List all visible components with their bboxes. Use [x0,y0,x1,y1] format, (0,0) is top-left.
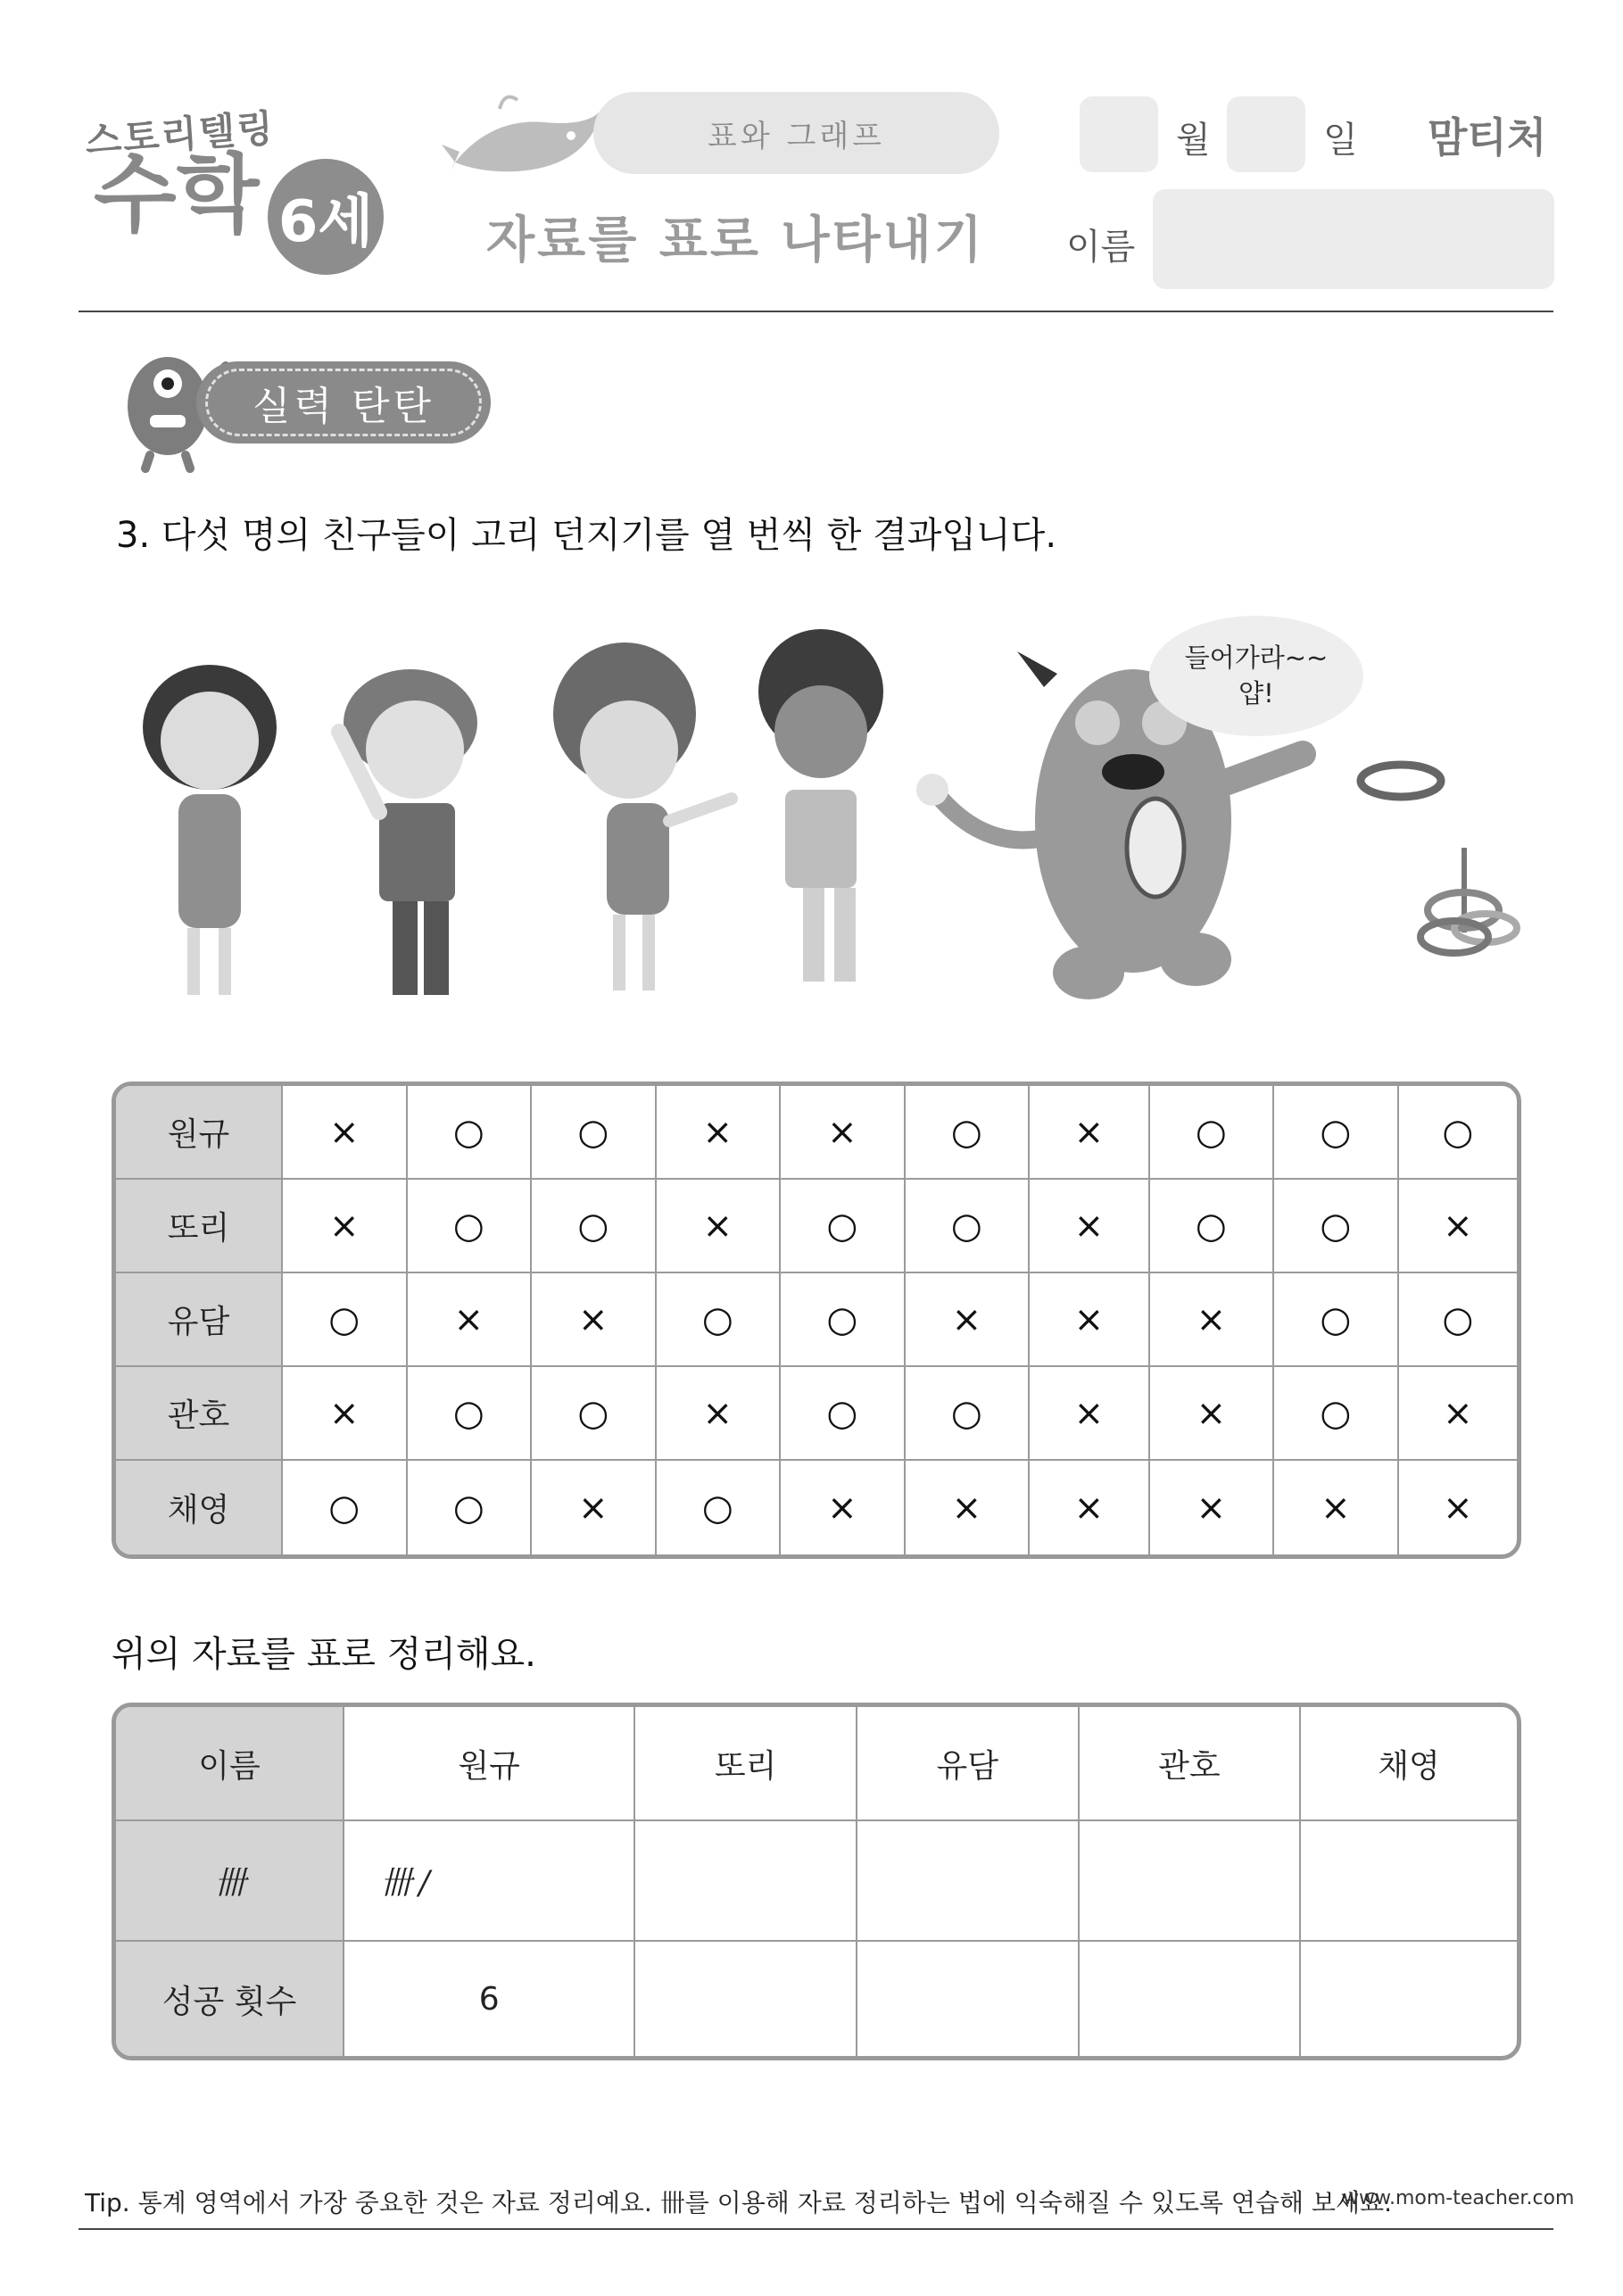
header-divider [79,311,1553,312]
result-mark: ○ [1274,1086,1399,1180]
result-mark: × [1030,1367,1150,1461]
summary-name-cell: 또리 [635,1707,857,1821]
result-mark: ○ [657,1273,782,1367]
result-mark: × [1150,1273,1275,1367]
result-mark: × [283,1180,408,1273]
result-mark: × [1150,1461,1275,1554]
tally-cell[interactable] [857,1821,1080,1942]
result-mark: ○ [906,1086,1031,1180]
result-mark: × [1030,1273,1150,1367]
result-mark: ○ [906,1180,1031,1273]
count-header: 성공 횟수 [116,1942,344,2056]
speech-bubble [1149,616,1363,736]
summary-name-cell: 원규 [344,1707,635,1821]
summary-count-row [116,1942,1517,2056]
narwhal-illustration [437,82,616,189]
result-mark: × [906,1273,1031,1367]
result-mark: ○ [408,1180,533,1273]
count-cell[interactable] [857,1942,1080,2056]
result-mark: ○ [532,1367,657,1461]
result-mark: × [781,1086,906,1180]
question-text: 3. 다섯 명의 친구들이 고리 던지기를 열 번씩 한 결과입니다. [116,515,1057,556]
footer-divider [79,2228,1553,2230]
result-mark: × [1399,1367,1517,1461]
result-mark: ○ [781,1273,906,1367]
results-row-name: 원규 [116,1086,283,1180]
summary-tally-row [116,1821,1517,1942]
results-table [112,1082,1521,1559]
result-mark: ○ [408,1086,533,1180]
result-mark: ○ [1399,1086,1517,1180]
result-mark: ○ [781,1180,906,1273]
result-mark: ○ [1274,1180,1399,1273]
tally-cell[interactable] [635,1821,857,1942]
boy-character [339,669,477,995]
results-row [116,1273,1517,1367]
result-mark: ○ [781,1367,906,1461]
result-mark: × [657,1086,782,1180]
results-row [116,1461,1517,1554]
name-label: 이름 [1066,227,1136,268]
results-row [116,1180,1517,1273]
result-mark: ○ [906,1367,1031,1461]
name-field[interactable] [1153,189,1554,289]
result-mark: × [532,1461,657,1554]
result-mark: ○ [1274,1367,1399,1461]
count-cell[interactable]: 6 [344,1942,635,2056]
month-field[interactable] [1080,96,1158,172]
flying-ring [1361,765,1441,797]
count-cell[interactable] [635,1942,857,2056]
result-mark: ○ [1399,1273,1517,1367]
tally-cell[interactable]: 卌 / [344,1821,635,1942]
result-mark: × [657,1367,782,1461]
logo-subtitle: 스토리텔링 [83,105,277,163]
results-row-name: 채영 [116,1461,283,1554]
speech-line-1: 들어가라~~ [1184,642,1329,674]
summary-name-cell: 유담 [857,1707,1080,1821]
ring-peg [1420,848,1517,953]
logo-title: 수학 [94,145,260,245]
brand-logo: 맘티처 [1428,113,1547,162]
result-mark: × [781,1461,906,1554]
result-mark: ○ [283,1273,408,1367]
result-mark: ○ [532,1086,657,1180]
results-row-name: 관호 [116,1367,283,1461]
summary-name-cell: 채영 [1301,1707,1517,1821]
result-mark: ○ [283,1461,408,1554]
result-mark: ○ [1150,1180,1275,1273]
summary-name-header: 이름 [116,1707,344,1821]
result-mark: × [906,1461,1031,1554]
instruction-text: 위의 자료를 표로 정리해요. [112,1634,536,1675]
results-row-name: 유담 [116,1273,283,1367]
result-mark: × [657,1180,782,1273]
result-mark: × [283,1367,408,1461]
section-badge-label: 실력 탄탄 [252,384,435,429]
result-mark: × [1030,1461,1150,1554]
result-mark: × [1150,1367,1275,1461]
results-row [116,1086,1517,1180]
section-badge [196,361,491,443]
page-subtitle: 자료를 표로 나타내기 [486,211,985,269]
result-mark: ○ [657,1461,782,1554]
results-row [116,1367,1517,1461]
count-cell[interactable] [1301,1942,1517,2056]
result-mark: × [1030,1180,1150,1273]
topic-pill: 표와 그래프 [593,92,999,174]
result-mark: ○ [408,1461,533,1554]
result-mark: ○ [532,1180,657,1273]
summary-name-cell: 관호 [1080,1707,1302,1821]
footer-tip: Tip. 통계 영역에서 가장 중요한 것은 자료 정리예요. 卌를 이용해 자료 정리하는 법에 익숙해질 수 있도록 연습해 보세요. [85,2188,1392,2217]
girl-character [143,665,277,995]
result-mark: × [532,1273,657,1367]
result-mark: × [408,1273,533,1367]
tally-header: 卌 [116,1821,344,1942]
summary-header-row [116,1707,1517,1821]
tally-cell[interactable] [1080,1821,1302,1942]
curly-girl-character [553,642,732,991]
speech-line-2: 얍! [1238,677,1274,709]
result-mark: ○ [408,1367,533,1461]
logo-age-badge: 6세 [268,159,384,275]
summary-table [112,1703,1521,2060]
results-row-name: 또리 [116,1180,283,1273]
result-mark: × [1399,1180,1517,1273]
result-mark: ○ [1150,1086,1275,1180]
count-cell[interactable] [1080,1942,1302,2056]
result-mark: ○ [1274,1273,1399,1367]
day-field[interactable] [1227,96,1305,172]
day-label: 일 [1323,120,1358,161]
tally-cell[interactable] [1301,1821,1517,1942]
curly-boy-character [758,629,883,982]
footer-site: www.mom-teacher.com [1343,2187,1575,2209]
result-mark: × [1274,1461,1399,1554]
month-label: 월 [1176,120,1211,161]
result-mark: × [1030,1086,1150,1180]
result-mark: × [283,1086,408,1180]
result-mark: × [1443,1487,1473,1529]
